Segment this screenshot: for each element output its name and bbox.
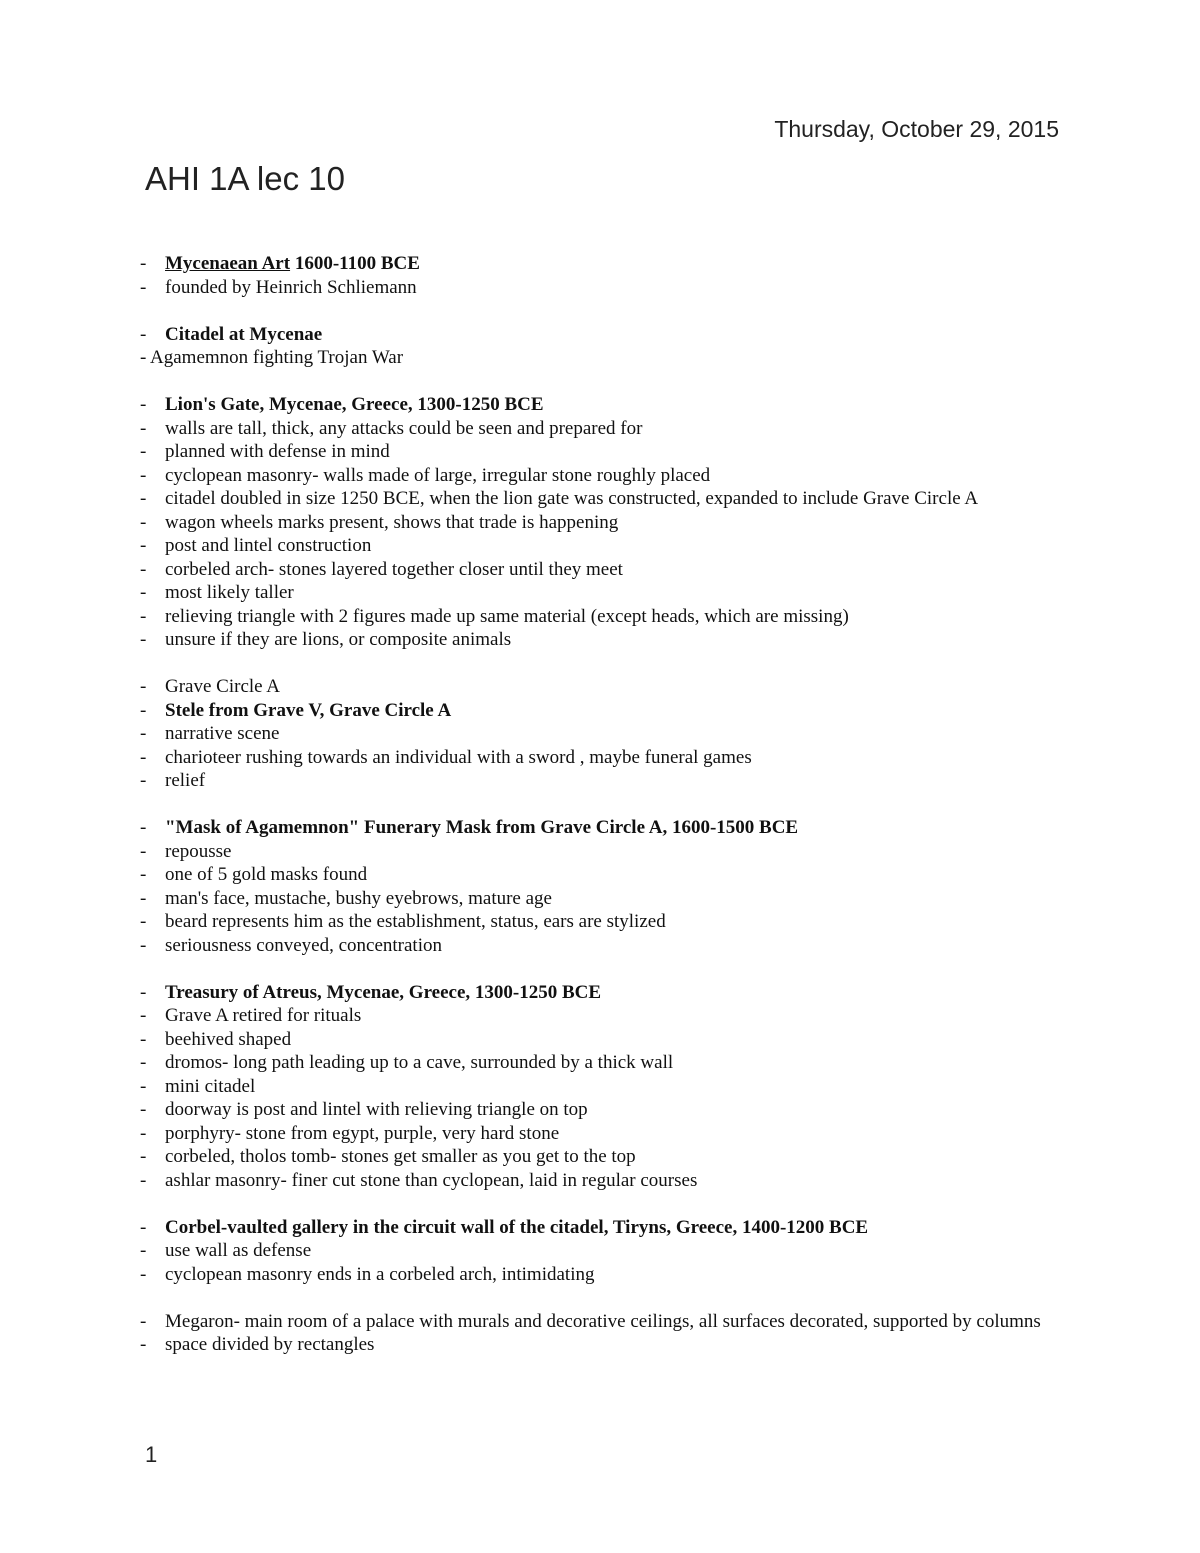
bullet-text <box>165 1217 868 1238</box>
bullet-item <box>140 746 1070 770</box>
note-section <box>140 981 1070 1193</box>
bullet-text <box>165 418 642 439</box>
note-text: charioteer rushing towards an individual with a sword , maybe funeral games <box>165 746 752 768</box>
bullet-text <box>165 817 798 838</box>
bullet-item <box>140 863 1070 887</box>
note-section <box>140 323 1070 370</box>
bullet-text <box>165 1029 291 1050</box>
note-text: unsure if they are lions, or composite animals <box>165 629 512 650</box>
note-section <box>140 675 1070 793</box>
dash-bullet-icon: - <box>140 699 147 721</box>
note-text: Grave Circle A <box>165 676 281 697</box>
bold-heading-text: 1600-1100 BCE <box>290 253 420 274</box>
note-text: post and lintel construction <box>165 535 372 556</box>
bullet-text <box>165 606 849 627</box>
dash-bullet-icon: - <box>140 1216 147 1238</box>
bullet-item <box>140 440 1070 464</box>
note-text: ashlar masonry- finer cut stone than cyclopean, laid in regular courses <box>165 1169 698 1191</box>
dash-bullet-icon: - <box>140 840 147 862</box>
dash-bullet-icon: - <box>140 323 147 345</box>
note-text: cyclopean masonry- walls made of large, irregular stone roughly placed <box>165 464 711 486</box>
dash-bullet-icon: - <box>140 1099 147 1120</box>
bullet-item <box>140 1169 1070 1193</box>
bullet-text <box>165 535 371 556</box>
bullet-text <box>165 700 451 721</box>
dash-bullet-icon: - <box>140 1052 147 1073</box>
bullet-item <box>140 1310 1070 1334</box>
note-text: wagon wheels marks present, shows that trade is happening <box>165 511 619 533</box>
bullet-text <box>165 253 420 274</box>
bullet-item <box>140 558 1070 582</box>
bullet-text <box>165 324 322 345</box>
bullet-item <box>140 417 1070 441</box>
note-text: walls are tall, thick, any attacks could be seen and prepared for <box>165 417 643 439</box>
bullet-item <box>140 981 1070 1005</box>
bullet-item <box>140 1028 1070 1052</box>
document-title: AHI 1A lec 10 <box>145 160 345 197</box>
dash-bullet-icon: - <box>140 1240 147 1261</box>
note-section <box>140 1310 1070 1357</box>
bullet-text <box>165 1334 374 1355</box>
bullet-item <box>140 769 1070 793</box>
bullet-item <box>140 1051 1070 1075</box>
note-text: beard represents him as the establishment, status, ears are stylized <box>165 911 666 932</box>
note-text: most likely taller <box>165 582 294 603</box>
bullet-item <box>140 252 1070 276</box>
bullet-item <box>140 464 1070 488</box>
note-text: cyclopean masonry ends in a corbeled arch, intimidating <box>165 1263 595 1285</box>
bullet-item <box>140 581 1070 605</box>
bullet-text <box>165 723 279 744</box>
bold-heading-text: Citadel at Mycenae <box>165 323 323 345</box>
note-text: founded by Heinrich Schliemann <box>165 276 417 298</box>
dash-bullet-icon: - <box>140 511 147 533</box>
note-text: planned with defense in mind <box>165 441 390 462</box>
note-text: repousse <box>165 840 232 862</box>
note-text: beehived shaped <box>165 1028 292 1050</box>
bullet-item <box>140 1263 1070 1287</box>
bullet-item <box>140 1333 1070 1357</box>
bullet-item <box>140 699 1070 723</box>
dash-bullet-icon: - <box>140 1146 147 1167</box>
dash-bullet-icon: - <box>140 746 147 768</box>
dash-bullet-icon: - <box>140 394 147 415</box>
note-text: mini citadel <box>165 1075 256 1097</box>
dash-bullet-icon: - <box>140 1075 147 1097</box>
dash-bullet-icon: - <box>140 770 147 791</box>
dash-bullet-icon: - <box>140 417 147 439</box>
dash-bullet-icon: - <box>140 911 147 932</box>
bullet-item <box>140 511 1070 535</box>
bullet-item <box>140 323 1070 347</box>
bullet-text <box>165 888 552 909</box>
bullet-text <box>165 770 205 791</box>
bullet-text <box>165 1170 697 1191</box>
bullet-text <box>165 559 623 580</box>
dash-bullet-icon: - <box>140 253 147 274</box>
dash-bullet-icon: - <box>140 817 147 838</box>
note-text: relieving triangle with 2 figures made up same material (except heads, which are missing) <box>165 605 849 627</box>
note-text: porphyry- stone from egypt, purple, very hard stone <box>165 1122 560 1144</box>
document-date: Thursday, October 29, 2015 <box>774 116 1059 142</box>
dash-bullet-icon: - <box>140 1028 147 1050</box>
bold-heading-text: Corbel-vaulted gallery in the circuit wall of the citadel, Tiryns, Greece, 1400-1200 BCE <box>165 1216 869 1238</box>
dash-bullet-icon: - <box>140 1310 147 1332</box>
bullet-item <box>140 1004 1070 1028</box>
dash-bullet-icon: - <box>140 981 147 1003</box>
bullet-item <box>140 276 1070 300</box>
dash-bullet-icon: - <box>140 1263 147 1285</box>
dash-bullet-icon: - <box>140 605 147 627</box>
dash-bullet-icon: - <box>140 629 147 650</box>
dash-bullet-icon: - <box>140 723 147 744</box>
bullet-item <box>140 393 1070 417</box>
bullet-text <box>165 676 280 697</box>
bullet-text <box>165 512 618 533</box>
note-section <box>140 1216 1070 1287</box>
note-text: Agamemnon fighting Trojan War <box>150 347 404 368</box>
bold-heading-text: Treasury of Atreus, Mycenae, Greece, 1300-1250 BCE <box>165 981 602 1003</box>
note-text: man's face, mustache, bushy eyebrows, mature age <box>165 887 552 909</box>
bullet-item <box>140 487 1070 511</box>
note-text: use wall as defense <box>165 1240 312 1261</box>
bullet-text <box>165 1123 559 1144</box>
bullet-item <box>140 722 1070 746</box>
note-section <box>140 252 1070 299</box>
bullet-text <box>165 1311 1041 1332</box>
note-text: Grave A retired for rituals <box>165 1005 362 1026</box>
dash-bullet-icon: - <box>140 1334 147 1355</box>
note-text: space divided by rectangles <box>165 1334 375 1355</box>
dash-bullet-icon: - <box>140 864 147 885</box>
bullet-text <box>165 582 294 603</box>
note-text: dromos- long path leading up to a cave, surrounded by a thick wall <box>165 1052 674 1073</box>
bullet-text <box>165 1076 255 1097</box>
bullet-item <box>140 1145 1070 1169</box>
dash-bullet-icon: - <box>140 676 147 697</box>
dash-bullet-icon: - <box>140 276 147 298</box>
dash-bullet-icon: - <box>140 887 147 909</box>
bullet-text <box>165 394 544 415</box>
bullet-item <box>140 675 1070 699</box>
bullet-text <box>165 277 417 298</box>
note-text: seriousness conveyed, concentration <box>165 934 442 956</box>
bullet-item <box>140 1239 1070 1263</box>
bullet-item <box>140 1216 1070 1240</box>
bullet-text <box>165 1146 636 1167</box>
bullet-text <box>165 629 511 650</box>
bullet-item <box>140 1098 1070 1122</box>
bullet-text <box>165 488 978 509</box>
bullet-item <box>140 605 1070 629</box>
dash-bullet-icon: - <box>140 558 147 580</box>
dash-bullet-icon: - <box>140 441 147 462</box>
bullet-text <box>150 347 403 368</box>
bold-heading-text: Lion's Gate, Mycenae, Greece, 1300-1250 BCE <box>165 394 544 415</box>
bullet-text <box>165 982 601 1003</box>
note-section <box>140 816 1070 957</box>
bullet-item <box>140 534 1070 558</box>
note-section <box>140 393 1070 652</box>
bold-heading-text: Stele from Grave V, Grave Circle A <box>165 699 452 721</box>
bullet-text <box>165 465 710 486</box>
bullet-text <box>165 747 752 768</box>
dash-bullet-icon: - <box>140 582 147 603</box>
bullet-text <box>165 441 390 462</box>
bullet-item <box>140 887 1070 911</box>
bullet-item <box>140 910 1070 934</box>
bullet-item <box>140 1075 1070 1099</box>
bullet-item <box>140 840 1070 864</box>
bullet-text <box>165 1005 361 1026</box>
dash-bullet-icon: - <box>140 1122 147 1144</box>
note-text: citadel doubled in size 1250 BCE, when the lion gate was constructed, expanded to include Grave Circle A <box>165 488 979 509</box>
note-text: narrative scene <box>165 723 280 744</box>
dash-bullet-icon: - <box>140 488 147 509</box>
bullet-text <box>165 911 666 932</box>
bullet-item <box>140 628 1070 652</box>
dash-bullet-icon: - <box>140 1169 147 1191</box>
bullet-item <box>140 934 1070 958</box>
bullet-text <box>165 864 367 885</box>
bold-heading-text: "Mask of Agamemnon" Funerary Mask from Grave Circle A, 1600-1500 BCE <box>165 817 799 838</box>
bullet-text <box>165 1052 673 1073</box>
bullet-item <box>140 1122 1070 1146</box>
note-text: relief <box>165 770 206 791</box>
dash-bullet-icon: - <box>140 535 147 556</box>
note-text: corbeled, tholos tomb- stones get smaller as you get to the top <box>165 1146 636 1167</box>
note-text: Megaron- main room of a palace with murals and decorative ceilings, all surfaces decorated, supported by columns <box>165 1310 1041 1332</box>
dash-bullet-icon: - <box>140 464 147 486</box>
bullet-text <box>165 841 231 862</box>
bullet-text <box>165 1264 594 1285</box>
bullet-text <box>165 1240 311 1261</box>
dash-bullet-icon: - <box>140 347 151 368</box>
dash-bullet-icon: - <box>140 934 147 956</box>
bullet-item <box>140 816 1070 840</box>
note-text: corbeled arch- stones layered together closer until they meet <box>165 558 623 580</box>
dash-bullet-icon: - <box>140 1005 147 1026</box>
bullet-item <box>140 346 1070 370</box>
bullet-text <box>165 1099 588 1120</box>
bold-heading-text: Mycenaean Art <box>165 253 291 274</box>
bullet-text <box>165 935 442 956</box>
note-text: doorway is post and lintel with relieving triangle on top <box>165 1099 588 1120</box>
lecture-notes <box>140 252 1070 1380</box>
page-number: 1 <box>145 1442 158 1467</box>
note-text: one of 5 gold masks found <box>165 864 368 885</box>
